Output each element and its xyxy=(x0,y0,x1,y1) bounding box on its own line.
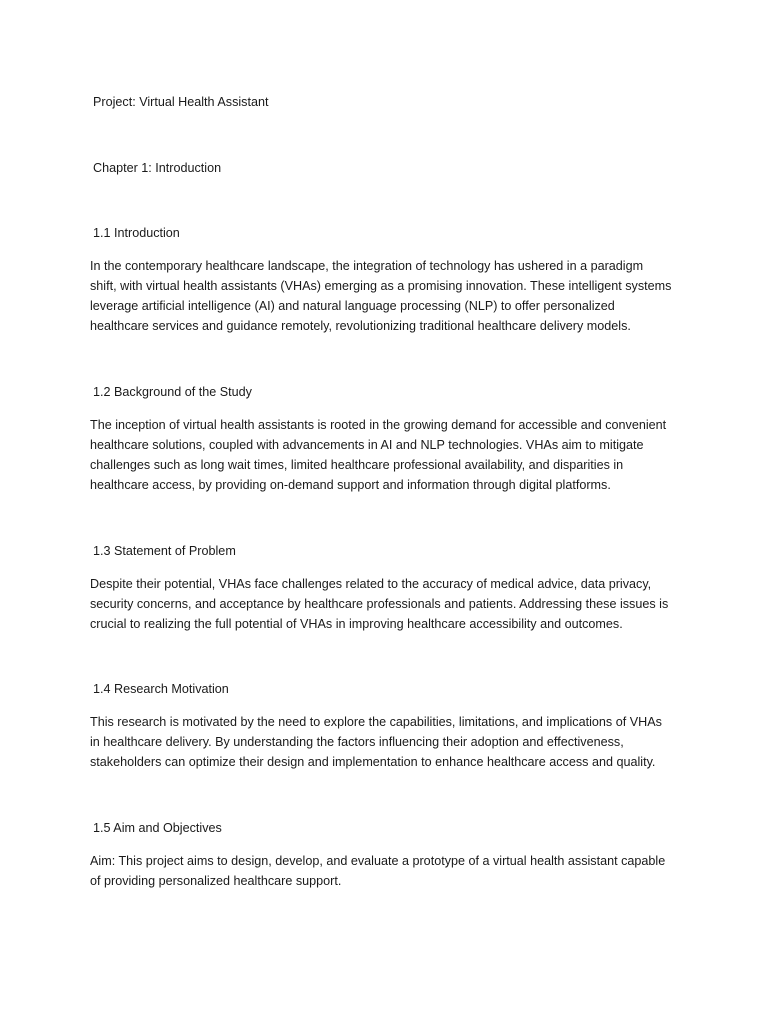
section-heading-introduction: 1.1 Introduction xyxy=(93,226,180,240)
paragraph-line: healthcare solutions, coupled with advancements in AI and NLP technologies. VHAs aim to mitigate xyxy=(90,438,644,452)
paragraph-line: in healthcare delivery. By understanding the factors influencing their adoption and effectiveness, xyxy=(90,735,624,749)
section-heading-problem: 1.3 Statement of Problem xyxy=(93,544,236,558)
project-title: Project: Virtual Health Assistant xyxy=(93,95,269,109)
paragraph-line: of providing personalized healthcare support. xyxy=(90,874,342,888)
paragraph-line: crucial to realizing the full potential of VHAs in improving healthcare accessibility and outcomes. xyxy=(90,617,623,631)
paragraph-line: Despite their potential, VHAs face challenges related to the accuracy of medical advice, data privacy, xyxy=(90,577,652,591)
section-heading-background: 1.2 Background of the Study xyxy=(93,385,252,399)
paragraph-line: The inception of virtual health assistants is rooted in the growing demand for accessible and convenient xyxy=(90,418,667,432)
section-heading-motivation: 1.4 Research Motivation xyxy=(93,682,229,696)
paragraph-line: stakeholders can optimize their design and implementation to enhance healthcare access and quality. xyxy=(90,755,656,769)
paragraph-line: leverage artificial intelligence (AI) and natural language processing (NLP) to offer personalized xyxy=(90,299,615,313)
paragraph-line: healthcare services and guidance remotely, revolutionizing traditional healthcare delivery models. xyxy=(90,319,631,333)
paragraph-line: This research is motivated by the need to explore the capabilities, limitations, and implications of VHAs xyxy=(90,715,662,729)
section-heading-aim: 1.5 Aim and Objectives xyxy=(93,821,222,835)
paragraph-line: challenges such as long wait times, limited healthcare professional availability, and disparities in xyxy=(90,458,624,472)
paragraph-line: security concerns, and acceptance by healthcare professionals and patients. Addressing these issues is xyxy=(90,597,669,611)
chapter-title: Chapter 1: Introduction xyxy=(93,161,222,175)
paragraph-line: Aim: This project aims to design, develop, and evaluate a prototype of a virtual health assistant capable xyxy=(90,854,666,868)
paragraph-line: shift, with virtual health assistants (VHAs) emerging as a promising innovation. These intelligent systems xyxy=(90,279,672,293)
paragraph-line: healthcare access, by providing on-demand support and information through digital platforms. xyxy=(90,478,611,492)
paragraph-line: In the contemporary healthcare landscape, the integration of technology has ushered in a paradigm xyxy=(90,259,644,273)
